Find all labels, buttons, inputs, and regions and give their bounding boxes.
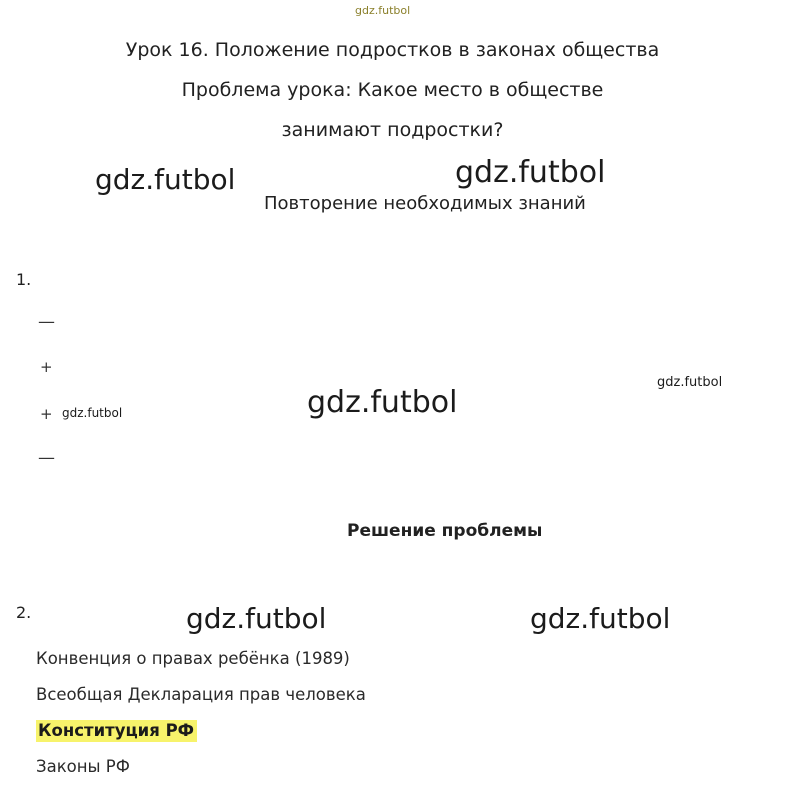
list-item	[36, 641, 736, 677]
list-marker-dash-1: —	[38, 312, 55, 332]
watermark-left-upper: gdz.futbol	[95, 163, 236, 196]
list-item	[36, 713, 736, 749]
section-heading-solution: Решение проблемы	[347, 521, 543, 541]
task-number-2: 2.	[16, 603, 32, 622]
document-name-highlighted: Конституция РФ	[36, 720, 197, 742]
watermark-right-upper: gdz.futbol	[455, 155, 606, 190]
title-line-3: занимают подростки?	[281, 119, 504, 141]
document-name: Конвенция о правах ребёнка (1989)	[36, 649, 350, 668]
lesson-title	[0, 30, 785, 150]
list-marker-plus-1: +	[40, 358, 53, 376]
list-marker-dash-2: —	[38, 448, 55, 468]
document-name: Всеобщая Декларация прав человека	[36, 685, 366, 704]
watermark-center-middle: gdz.futbol	[307, 385, 458, 420]
watermark-top: gdz.futbol	[355, 4, 411, 17]
watermark-left-lower: gdz.futbol	[186, 602, 327, 635]
document-list	[36, 641, 736, 785]
task-number-1: 1.	[16, 270, 32, 289]
watermark-inline-small: gdz.futbol	[62, 406, 123, 420]
section-heading-repetition: Повторение необходимых знаний	[264, 193, 586, 214]
document-name: Законы РФ	[36, 757, 130, 776]
watermark-right-lower: gdz.futbol	[530, 602, 671, 635]
title-line-1: Урок 16. Положение подростков в законах общества	[125, 39, 660, 61]
list-item	[36, 677, 736, 713]
list-item	[36, 749, 736, 785]
list-marker-plus-2: +	[40, 405, 53, 423]
title-line-2: Проблема урока: Какое место в обществе	[181, 79, 604, 101]
watermark-right-middle: gdz.futbol	[657, 375, 723, 390]
